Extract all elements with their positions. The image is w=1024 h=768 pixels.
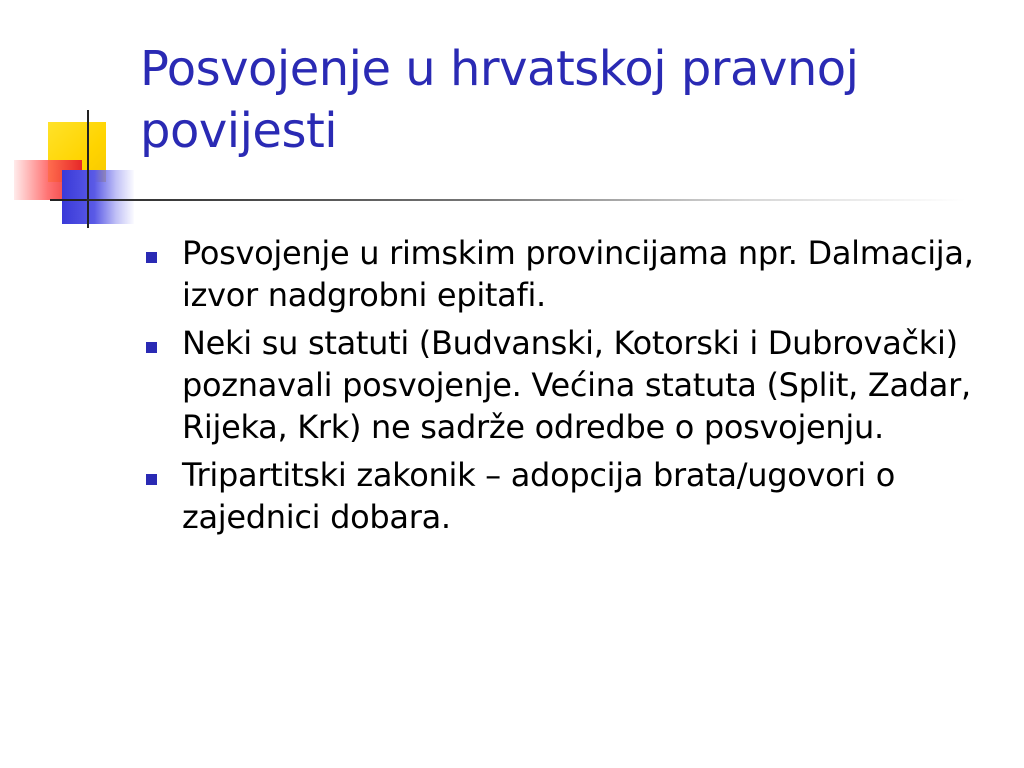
bullet-item <box>145 232 1005 316</box>
bullet-text: Neki su statuti (Budvanski, Kotorski i Dubrovački) poznavali posvojenje. Većina statuta (Split, Zadar, Rijeka, Krk) ne sadrže odredbe o posvojenju. <box>182 324 971 446</box>
slide-title: Posvojenje u hrvatskoj pravnoj povijesti <box>140 41 859 159</box>
square-bullet-icon <box>146 342 157 353</box>
bullet-text: Tripartitski zakonik – adopcija brata/ugovori o zajednici dobara. <box>182 456 896 536</box>
bullet-text: Posvojenje u rimskim provincijama npr. Dalmacija, izvor nadgrobni epitafi. <box>182 234 974 314</box>
bullet-item <box>145 454 1005 538</box>
square-bullet-icon <box>146 474 157 485</box>
logo-blue-square <box>62 170 134 224</box>
square-bullet-icon <box>146 252 157 263</box>
title-underline <box>86 199 966 201</box>
bullet-item <box>145 322 1005 448</box>
logo-vertical-line <box>87 110 89 228</box>
bullet-list <box>145 232 1005 544</box>
